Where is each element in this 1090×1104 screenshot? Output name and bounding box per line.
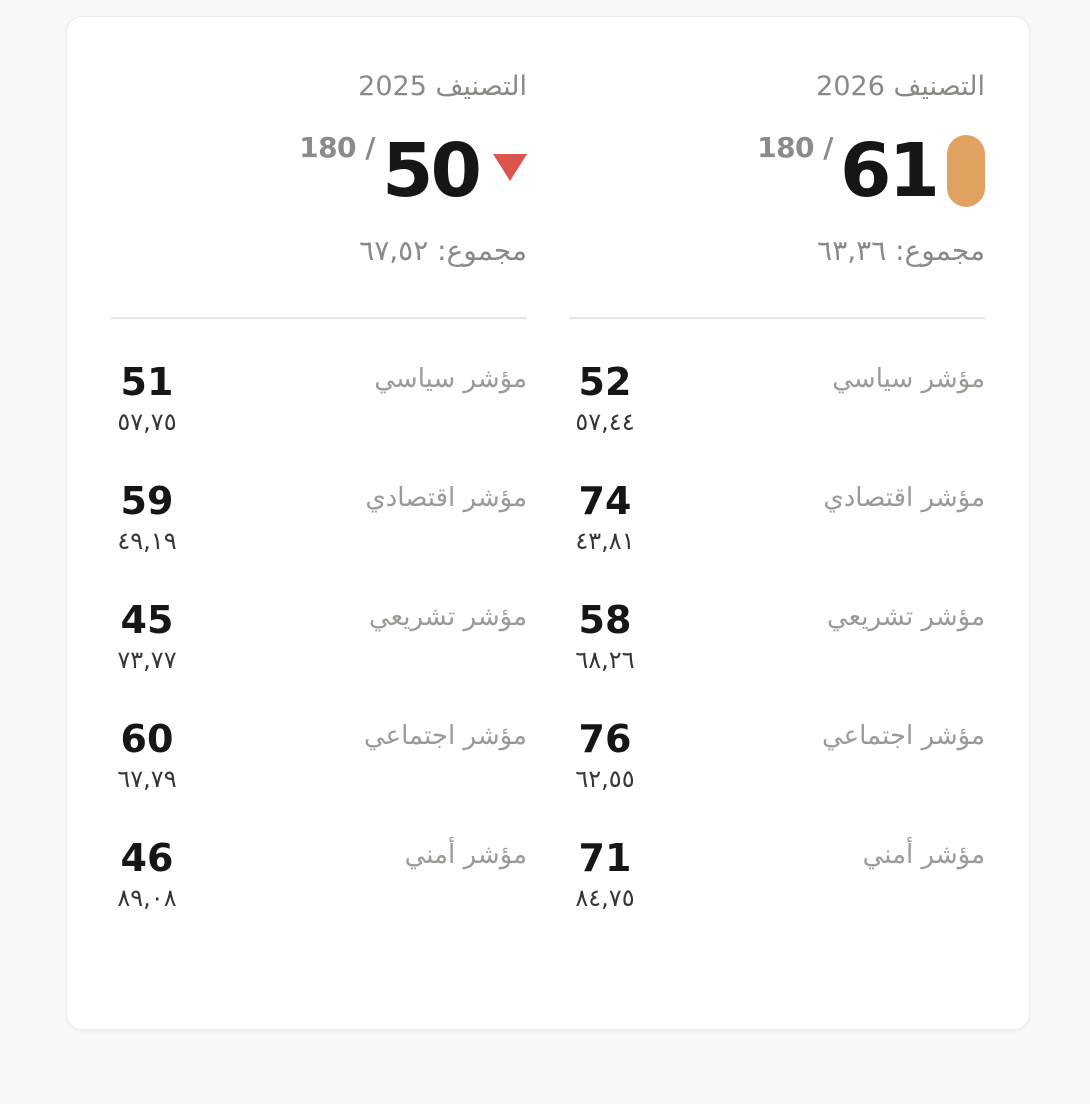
index-label: مؤشر تشريعي [369,602,527,633]
index-rank: 59 [120,479,174,524]
index-score: ٤٣,٨١ [575,527,635,556]
index-label: مؤشر سياسي [832,364,985,395]
table-row [569,479,985,556]
index-label: مؤشر أمني [404,840,527,871]
index-rank: 46 [120,836,174,881]
index-score: ٨٤,٧٥ [575,884,635,913]
ranking-column-2026 [569,71,985,1029]
table-row [569,717,985,794]
index-value [111,360,183,437]
index-rank: 51 [120,360,174,405]
rank-value-2026: 61 [840,127,937,214]
index-score: ٦٢,٥٥ [575,765,635,794]
index-value [569,479,641,556]
index-value [569,360,641,437]
column-title-2025: التصنيف 2025 [358,71,527,102]
index-rank: 60 [120,717,174,762]
rank-denominator-2026: 180 / [757,131,834,165]
index-rank: 45 [120,598,174,643]
index-score: ٦٧,٧٩ [117,765,177,794]
rank-down-triangle-icon [493,154,527,181]
ranking-comparison-card [66,16,1030,1030]
header-divider [569,317,985,319]
rank-denominator-2025: 180 / [299,131,376,165]
index-rank: 74 [578,479,632,524]
column-title-2026: التصنيف 2026 [816,71,985,102]
index-value [111,598,183,675]
index-score: ٥٧,٧٥ [117,408,177,437]
index-value [111,836,183,913]
header-divider [111,317,527,319]
index-rank: 76 [578,717,632,762]
index-label: مؤشر اجتماعي [363,721,527,752]
index-score: ٥٧,٤٤ [575,408,635,437]
index-score: ٧٣,٧٧ [117,646,177,675]
index-rows-2026 [569,360,985,913]
table-row [111,360,527,437]
table-row [111,598,527,675]
index-label: مؤشر اقتصادي [365,483,527,514]
index-value [569,717,641,794]
index-rank: 52 [578,360,632,405]
rank-marker-pill-icon [947,135,985,207]
index-value [111,479,183,556]
table-row [569,598,985,675]
index-score: ٨٩,٠٨ [117,884,177,913]
total-score-2026: مجموع: ٦٣,٣٦ [817,234,985,268]
index-rows-2025 [111,360,527,913]
ranking-column-2025 [111,71,527,1029]
index-value [569,836,641,913]
table-row [569,836,985,913]
index-value [111,717,183,794]
rank-line-2025 [111,127,527,214]
index-label: مؤشر سياسي [374,364,527,395]
index-score: ٤٩,١٩ [117,527,177,556]
table-row [569,360,985,437]
table-row [111,479,527,556]
table-row [111,717,527,794]
index-label: مؤشر تشريعي [827,602,985,633]
index-label: مؤشر اقتصادي [823,483,985,514]
table-row [111,836,527,913]
index-value [569,598,641,675]
index-rank: 71 [578,836,632,881]
rank-value-2025: 50 [382,127,479,214]
total-score-2025: مجموع: ٦٧,٥٢ [359,234,527,268]
index-rank: 58 [578,598,632,643]
index-label: مؤشر اجتماعي [821,721,985,752]
rank-line-2026 [569,127,985,214]
index-label: مؤشر أمني [862,840,985,871]
index-score: ٦٨,٢٦ [575,646,635,675]
